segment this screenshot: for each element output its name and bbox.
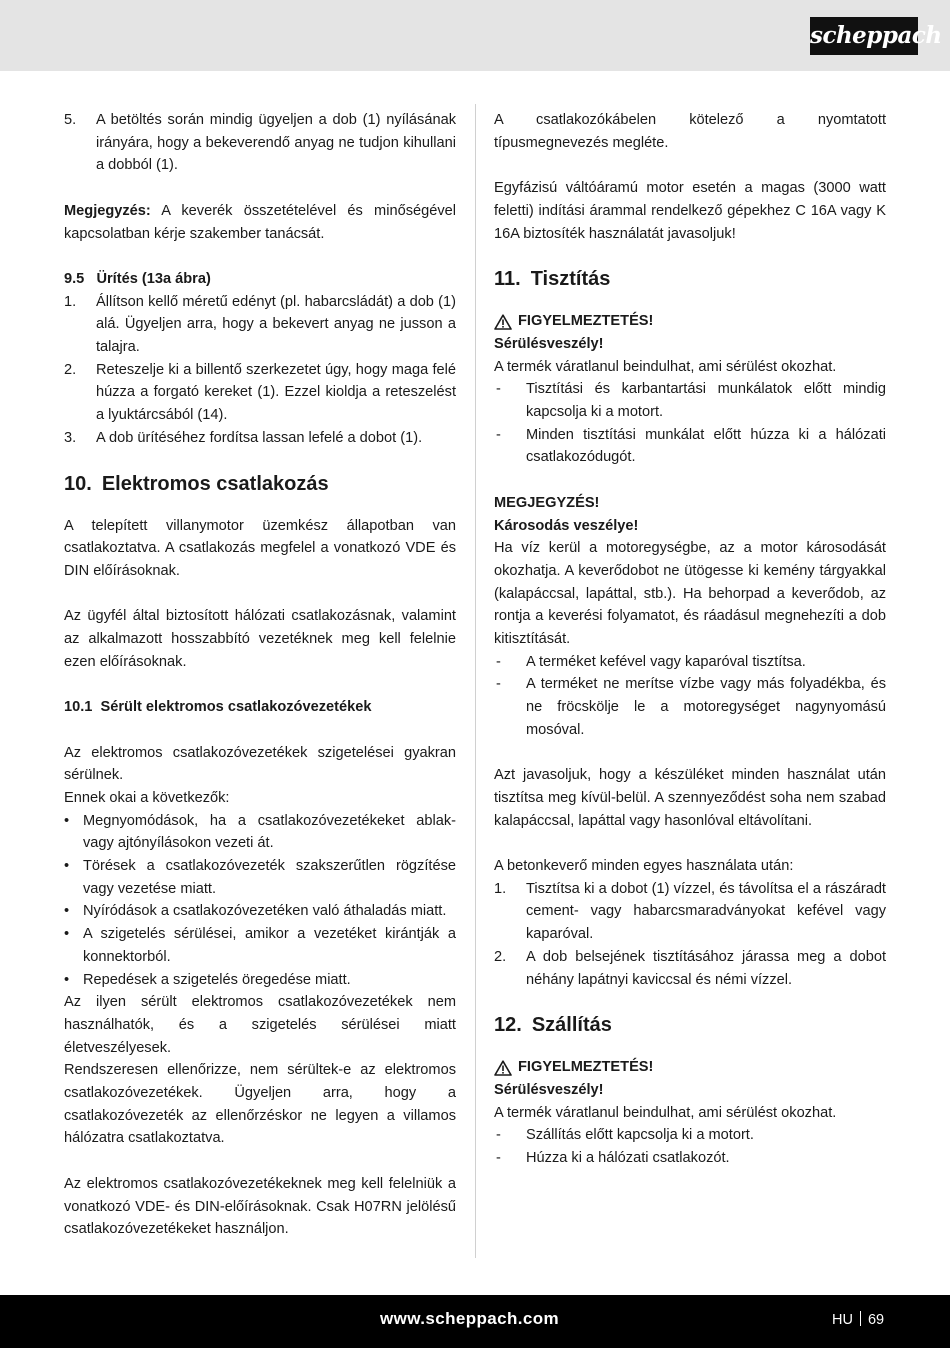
section-heading-10-1: 10.1 Sérült elektromos csatlakozóvezetékek (64, 699, 372, 716)
list-item: 1. Tisztítsa ki a dobot (1) vízzel, és távolítsa el a rászáradt cement- vagy habarcsmaradványokat kefével vagy kaparóval. (494, 880, 886, 943)
warning-heading: FIGYELMEZTETÉS! (494, 1056, 886, 1079)
section-heading-11: 11. Tisztítás (494, 268, 611, 291)
dash-item: - A terméket kefével vagy kaparóval tisztítsa. (496, 653, 806, 670)
paragraph: Ha víz kerül a motoregységbe, az a motor károsodását okozhatja. A keverődobot ne ütögesse ki kemény tárgyakkal (kalapáccsal, lapáttal, stb.). Ha behorpad a keverődob, az rontja a keverési folyamatot, és ráadásul megnehezíti a dob kitisztítását. (494, 540, 886, 648)
paragraph: Ennek okai a következők: (64, 789, 230, 806)
note-paragraph: Megjegyzés: A keverék összetételével és minőségével kapcsolatban kérje szakember tanácsát. (64, 202, 456, 242)
paragraph: Azt javasoljuk, hogy a készüléket minden használat után tisztítsa meg kívül-belül. A szennyeződést soha nem szabad kalapáccsal, lapáttal vagy hasonlóval eltávolítani. (494, 767, 886, 829)
dash-item: - Minden tisztítási munkálat előtt húzza ki a hálózati csatlakozódugót. (496, 426, 886, 466)
section-heading-9-5: 9.5 Ürítés (13a ábra) (64, 270, 211, 287)
notice-heading: MEGJEGYZÉS! (494, 494, 600, 511)
warning-subheading: Sérülésveszély! (494, 335, 604, 352)
right-column (494, 109, 886, 1170)
list-item: 2. A dob belsejének tisztításához járassa meg a dobot néhány lapátnyi kaviccsal és némi vízzel. (494, 948, 886, 988)
paragraph: Az elektromos csatlakozóvezetékeknek meg kell felelniük a vonatkozó VDE- és DIN-előírásoknak. Csak H07RN jelölésű csatlakozóvezetékeket használjon. (64, 1175, 456, 1238)
column-divider (475, 104, 476, 1258)
dash-item: - Tisztítási és karbantartási munkálatok előtt mindig kapcsolja ki a motort. (496, 381, 886, 421)
paragraph: Az elektromos csatlakozóvezetékek szigetelései gyakran sérülnek. (64, 744, 456, 784)
list-item: 2. Reteszelje ki a billentő szerkezetet úgy, hogy maga felé húzza a forgató kereket (1). Ezzel kioldja a reteszelést a lyuktárcsából (14). (64, 361, 456, 424)
page-number: HU 69 (832, 1312, 885, 1328)
paragraph: A betonkeverő minden egyes használata után: (494, 858, 794, 875)
list-item: 5. A betöltés során mindig ügyeljen a dob (1) nyílásának irányára, hogy a bekeverendő anyag ne tudjon kihullani a dobból (1). (64, 112, 456, 174)
paragraph: A csatlakozókábelen kötelező a nyomtatott típusmegnevezés megléte. (494, 112, 886, 151)
page-header (0, 0, 950, 71)
brand-logo: scheppach (810, 17, 918, 55)
page-footer (0, 1295, 950, 1348)
warning-triangle-icon (494, 314, 512, 330)
bullet-item: • A szigetelés sérülései, amikor a vezetéket kirántják a konnektorból. (64, 926, 456, 965)
warning-triangle-icon (494, 1060, 512, 1076)
warning-heading: FIGYELMEZTETÉS! (494, 310, 886, 333)
paragraph: Az ilyen sérült elektromos csatlakozóvezetékek nem használhatók, és a szigetelés sérülései miatt életveszélyesek. (64, 994, 456, 1056)
paragraph: Egyfázisú váltóáramú motor esetén a magas (3000 watt feletti) indítási árammal rendelkező gépekhez C 16A vagy K 16A biztosíték használatát javasoljuk! (494, 180, 886, 242)
paragraph: Az ügyfél által biztosított hálózati csatlakozásnak, valamint az alkalmazott hosszabbító vezetéknek meg kell felelnie ezen előírásoknak. (64, 608, 456, 670)
bullet-item: • Törések a csatlakozóvezeték szakszerűtlen rögzítése vagy vezetése miatt. (64, 858, 456, 897)
warning-subheading: Sérülésveszély! (494, 1081, 604, 1098)
paragraph: A termék váratlanul beindulhat, ami sérülést okozhat. (494, 358, 837, 375)
paragraph: A termék váratlanul beindulhat, ami sérülést okozhat. (494, 1104, 837, 1121)
website-link[interactable]: www.scheppach.com (380, 1309, 560, 1328)
bullet-item: • Nyíródások a csatlakozóvezetéken való áthaladás miatt. (64, 903, 447, 920)
dash-item: - Húzza ki a hálózati csatlakozót. (496, 1150, 730, 1167)
section-heading-12: 12. Szállítás (494, 1014, 612, 1037)
bullet-item: • Megnyomódások, ha a csatlakozóvezetékeket ablak- vagy ajtónyílásokon vezeti át. (64, 812, 456, 852)
paragraph: Rendszeresen ellenőrizze, nem sérültek-e az elektromos csatlakozóvezetékek. Ügyeljen arra, hogy a csatlakozóvezeték az ellenőrzéskor ne legyen a villamos hálózatra csatlakoztatva. (64, 1062, 456, 1147)
section-heading-10: 10. Elektromos csatlakozás (64, 472, 329, 495)
list-item: 1. Állítson kellő méretű edényt (pl. habarcsládát) a dob (1) alá. Ügyeljen arra, hogy a bekevert anyag ne jusson a talajra. (64, 293, 456, 355)
notice-subheading: Károsodás veszélye! (494, 517, 639, 534)
dash-item: - Szállítás előtt kapcsolja ki a motort. (496, 1127, 754, 1144)
left-column (64, 109, 456, 1241)
paragraph: A telepített villanymotor üzemkész állapotban van csatlakoztatva. A csatlakozás megfelel a vonatkozó VDE és DIN előírásoknak. (64, 517, 456, 579)
bullet-item: • Repedések a szigetelés öregedése miatt. (64, 971, 351, 988)
dash-item: - A terméket ne merítse vízbe vagy más folyadékba, és ne fröcskölje le a motoregységet nagynyomású mosóval. (496, 676, 886, 738)
list-item: 3. A dob ürítéséhez fordítsa lassan lefelé a dobot (1). (64, 429, 423, 446)
